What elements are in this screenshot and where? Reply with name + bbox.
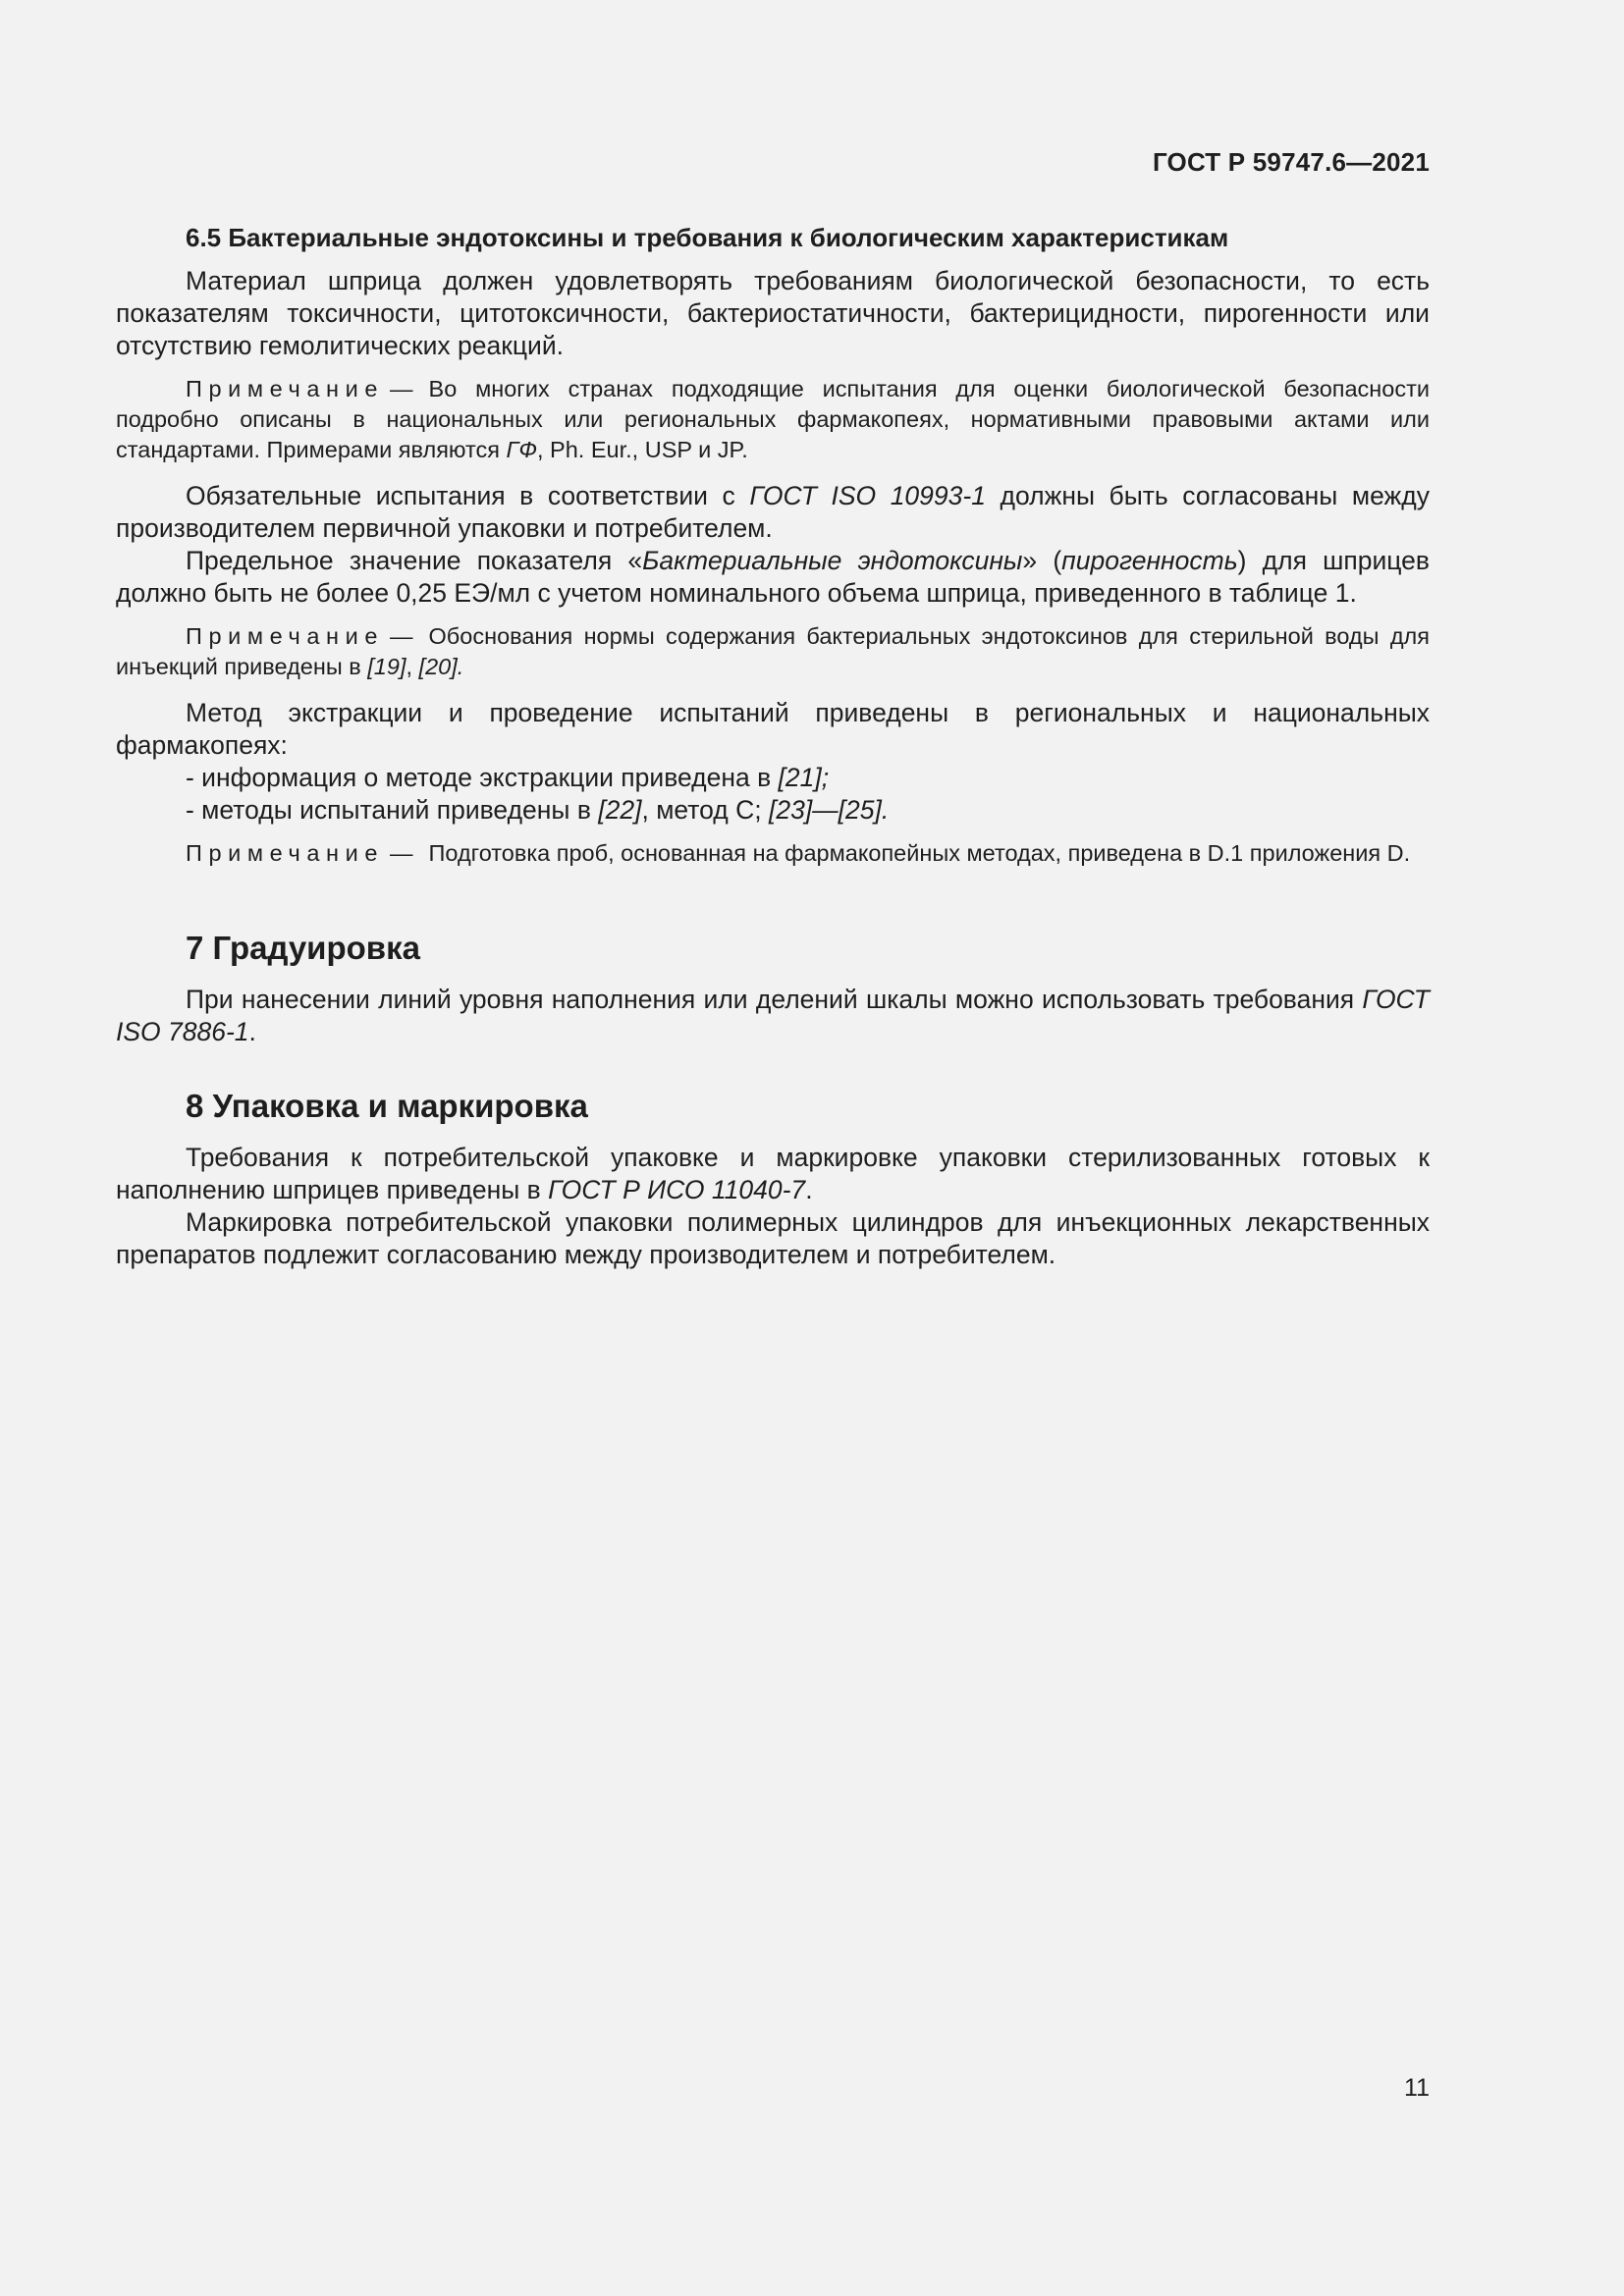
document-id-header: ГОСТ Р 59747.6—2021 bbox=[1152, 147, 1430, 177]
page-content bbox=[116, 221, 1430, 1271]
note-1-text-end: , Ph. Eur., USP и JP. bbox=[537, 437, 748, 462]
note-2-text: Обоснования нормы содержания бактериальных эндотоксинов для стерильной воды для инъекций приведены в bbox=[116, 623, 1430, 679]
list-item-text: - информация о методе экстракции приведена в bbox=[186, 763, 779, 792]
term-pyrogenicity: пирогенность bbox=[1061, 546, 1238, 575]
section-6-5-paragraph-1: Материал шприца должен удовлетворять требованиям биологической безопасности, то есть показателям токсичности, цитотоксичности, бактериостатичности, бактерицидности, пирогенности или отсутствию гемолитических реакций. bbox=[116, 266, 1430, 360]
paragraph-text: Обязательные испытания в соответствии с bbox=[186, 481, 750, 510]
note-3 bbox=[116, 838, 1430, 869]
reference-22: [22] bbox=[598, 795, 642, 825]
paragraph-text: Требования к потребительской упаковке и маркировке упаковки стерилизованных готовых к наполнению шприцев приведены в bbox=[116, 1143, 1430, 1204]
section-8-title: 8 Упаковка и маркировка bbox=[186, 1088, 588, 1124]
paragraph-text: » ( bbox=[1022, 546, 1062, 575]
paragraph-text: должны быть согласованы между производителем первичной упаковки и потребителем. bbox=[116, 481, 1430, 543]
paragraph-text: Предельное значение показателя « bbox=[186, 546, 643, 575]
note-1-text: Во многих странах подходящие испытания для оценки биологической безопасности подробно описаны в национальных или региональных фармакопеях, нормативными правовыми актами или стандартами. Примерами являются bbox=[116, 376, 1430, 462]
reference-gost-iso-7886-1: ГОСТ ISO 7886-1 bbox=[116, 985, 1430, 1046]
note-label: Примечание bbox=[186, 623, 385, 649]
list-item-text: - методы испытаний приведены в bbox=[186, 795, 599, 825]
note-2 bbox=[116, 621, 1430, 682]
paragraph-text: ) для шприцев должно быть не более 0,25 ЕЭ/мл с учетом номинального объема шприца, приведенного в таблице 1. bbox=[116, 546, 1431, 608]
note-label: Примечание bbox=[186, 376, 385, 401]
reference-21: [21]; bbox=[778, 763, 830, 792]
section-7-title: 7 Градуировка bbox=[186, 930, 420, 966]
paragraph-text: При нанесении линий уровня наполнения или делений шкалы можно использовать требования bbox=[186, 985, 1363, 1014]
reference-gf: ГФ bbox=[506, 437, 537, 462]
list-item-text: , метод С; bbox=[641, 795, 769, 825]
section-6-5-paragraph-4: Метод экстракции и проведение испытаний приведены в региональных и национальных фармакопеях: bbox=[116, 698, 1430, 760]
reference-20: [20]. bbox=[418, 654, 464, 679]
section-7-paragraph bbox=[116, 984, 1430, 1048]
reference-23-25: [23]—[25]. bbox=[768, 795, 890, 825]
note-label: Примечание bbox=[186, 840, 385, 866]
note-dash: — bbox=[390, 623, 413, 649]
note-3-text: Подготовка проб, основанная на фармакопейных методах, приведена в D.1 приложения D. bbox=[428, 840, 1411, 866]
list-item-extraction bbox=[116, 762, 1430, 794]
section-8-paragraph-1 bbox=[116, 1142, 1430, 1206]
note-dash: — bbox=[390, 840, 413, 866]
page-number: 11 bbox=[1404, 2074, 1430, 2102]
paragraph-text: . bbox=[805, 1175, 813, 1204]
reference-gost-r-iso-11040-7: ГОСТ Р ИСО 11040-7 bbox=[548, 1175, 806, 1204]
note-dash: — bbox=[390, 376, 413, 401]
list-item-test-methods bbox=[116, 794, 1430, 827]
section-6-5-paragraph-3 bbox=[116, 545, 1430, 610]
reference-separator: , bbox=[406, 654, 419, 679]
note-1 bbox=[116, 374, 1430, 465]
reference-19: [19] bbox=[367, 654, 406, 679]
section-8-paragraph-2: Маркировка потребительской упаковки полимерных цилиндров для инъекционных лекарственных препаратов подлежит согласованию между производителем и потребителем. bbox=[116, 1207, 1430, 1269]
section-6-5-title: 6.5 Бактериальные эндотоксины и требования к биологическим характеристикам bbox=[186, 223, 1229, 252]
paragraph-text: . bbox=[248, 1017, 256, 1046]
section-6-5-paragraph-2 bbox=[116, 480, 1430, 545]
reference-gost-iso-10993-1: ГОСТ ISO 10993-1 bbox=[749, 481, 986, 510]
term-bacterial-endotoxins: Бактериальные эндотоксины bbox=[642, 546, 1023, 575]
